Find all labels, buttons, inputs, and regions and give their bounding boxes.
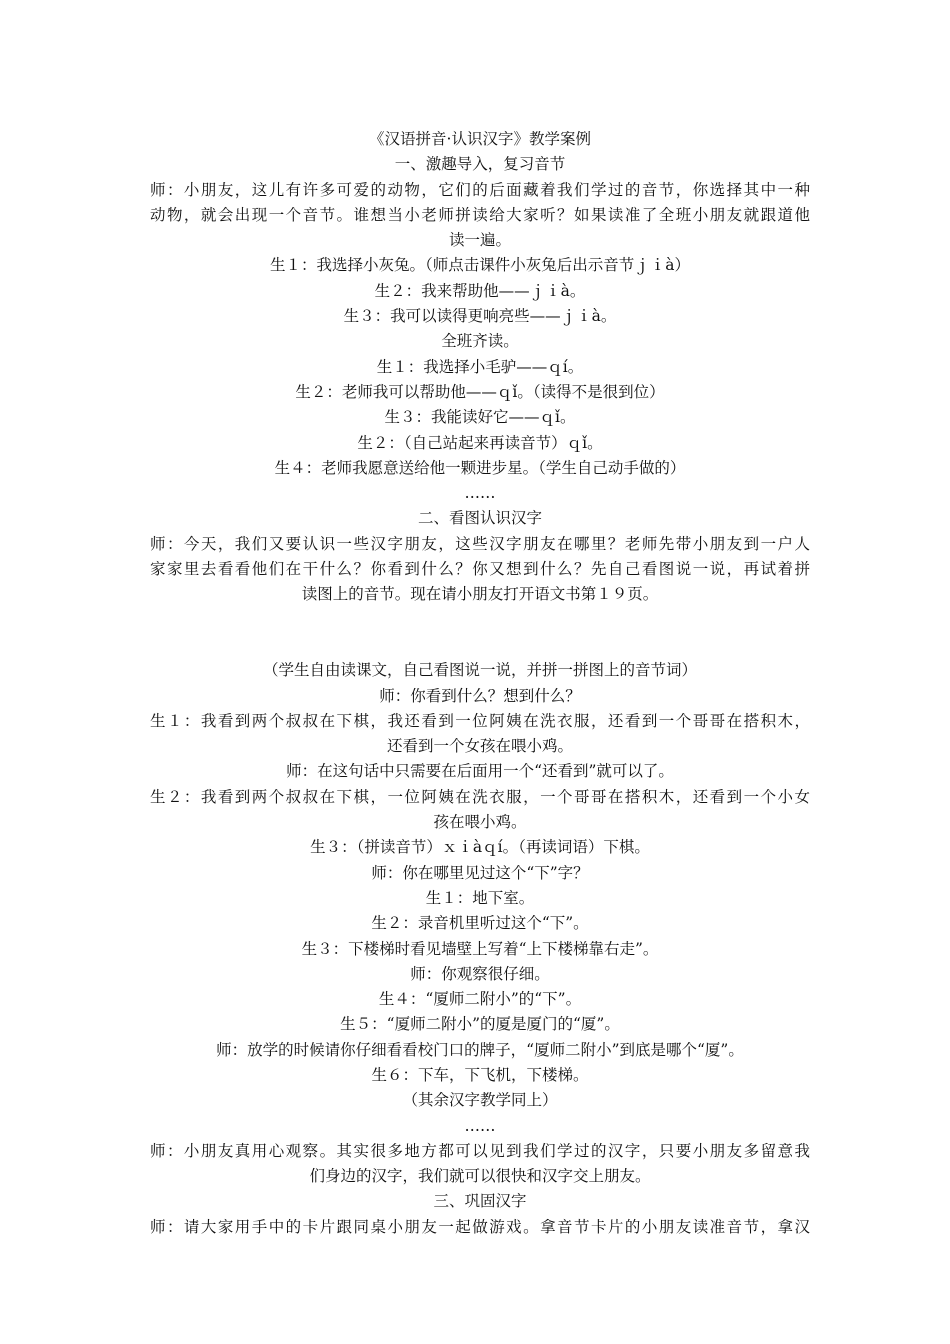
document-title: 《汉语拼音·认识汉字》教学案例	[369, 130, 591, 148]
dialogue-line: 师：放学的时候请你仔细看看校门口的牌子，“厦师二附小”到底是哪个“厦”。	[216, 1040, 744, 1059]
dialogue-line: 生３：（拼读音节）ｘｉàｑí。（再读词语）下棋。	[310, 838, 650, 857]
dialogue-line: 生２：我来帮助他——ｊｉà。	[374, 281, 586, 300]
dialogue-line: 师：你看到什么？想到什么？	[379, 686, 581, 705]
dialogue-line: 生３：我能读好它——ｑǐ。	[384, 408, 576, 427]
dialogue-line: 生６：下车，下飞机，下楼梯。	[371, 1065, 589, 1084]
dialogue-line: 生５：“厦师二附小”的厦是厦门的“厦”。	[340, 1015, 620, 1034]
dialogue-line: 生１：我选择小灰兔。（师点击课件小灰兔后出示音节ｊｉà）	[270, 256, 690, 275]
paragraph-line: 读一遍。	[448, 231, 511, 250]
dialogue-line: 师：你观察很仔细。	[410, 964, 550, 983]
ellipsis: ……	[464, 1116, 496, 1135]
dialogue-line: （其余汉字教学同上）	[402, 1091, 558, 1110]
dialogue-line: 还看到一个女孩在喂小鸡。	[386, 737, 573, 756]
dialogue-line: 生３：我可以读得更响亮些——ｊｉà。	[343, 307, 617, 326]
dialogue-line: 师：你在哪里见过这个“下”字？	[371, 863, 589, 882]
section-2-heading: 二、看图认识汉字	[417, 509, 542, 528]
dialogue-line: （学生自由读课文，自己看图说一说，并拼一拼图上的音节词）	[262, 661, 697, 680]
dialogue-line: 生１：地下室。	[425, 888, 535, 907]
paragraph-line: 家家里去看看他们在干什么？你看到什么？你又想到什么？先自己看图说一说，再试着拼	[150, 560, 810, 579]
dialogue-line: 全班齐读。	[441, 332, 519, 351]
ellipsis: ……	[464, 484, 496, 503]
paragraph-line: 读图上的音节。现在请小朋友打开语文书第１９页。	[301, 585, 659, 604]
paragraph-line: 师：今天，我们又要认识一些汉字朋友，这些汉字朋友在哪里？老师先带小朋友到一户人	[150, 534, 810, 553]
dialogue-line: 生４：老师我愿意送给他一颗进步星。（学生自己动手做的）	[274, 458, 686, 477]
dialogue-line: 生４：“厦师二附小”的“下”。	[378, 990, 582, 1009]
dialogue-line: 生２：录音机里听过这个“下”。	[371, 914, 589, 933]
dialogue-line: 孩在喂小鸡。	[433, 813, 527, 832]
section-1-heading: 一、激趣导入，复习音节	[394, 155, 566, 174]
dialogue-line: 生２：（自己站起来再读音节）ｑǐ。	[357, 433, 603, 452]
dialogue-line: 生２：老师我可以帮助他——ｑǐ。（读得不是很到位）	[295, 382, 665, 401]
blank-space	[150, 608, 810, 659]
paragraph-line: 师：请大家用手中的卡片跟同桌小朋友一起做游戏。拿音节卡片的小朋友读准音节，拿汉	[150, 1217, 810, 1236]
document-body	[150, 127, 810, 1240]
paragraph-line: 师：小朋友，这儿有许多可爱的动物，它们的后面藏着我们学过的音节，你选择其中一种	[150, 180, 810, 199]
dialogue-line: 生１：我选择小毛驴——ｑí。	[376, 357, 584, 376]
dialogue-line: 师：在这句话中只需要在后面用一个“还看到”就可以了。	[286, 762, 674, 781]
paragraph-line: 们身边的汉字，我们就可以很快和汉字交上朋友。	[309, 1167, 651, 1186]
dialogue-line: 生２：我看到两个叔叔在下棋，一位阿姨在洗衣服，一个哥哥在搭积木，还看到一个小女	[150, 787, 810, 806]
paragraph-line: 动物，就会出现一个音节。谁想当小老师拼读给大家听？如果读准了全班小朋友就跟道他	[150, 205, 810, 224]
dialogue-line: 生３：下楼梯时看见墙壁上写着“上下楼梯靠右走”。	[301, 939, 659, 958]
paragraph-line: 师：小朋友真用心观察。其实很多地方都可以见到我们学过的汉字，只要小朋友多留意我	[150, 1141, 810, 1160]
section-3-heading: 三、巩固汉字	[433, 1192, 527, 1211]
dialogue-line: 生１：我看到两个叔叔在下棋，我还看到一位阿姨在洗衣服，还看到一个哥哥在搭积木，	[150, 711, 810, 730]
